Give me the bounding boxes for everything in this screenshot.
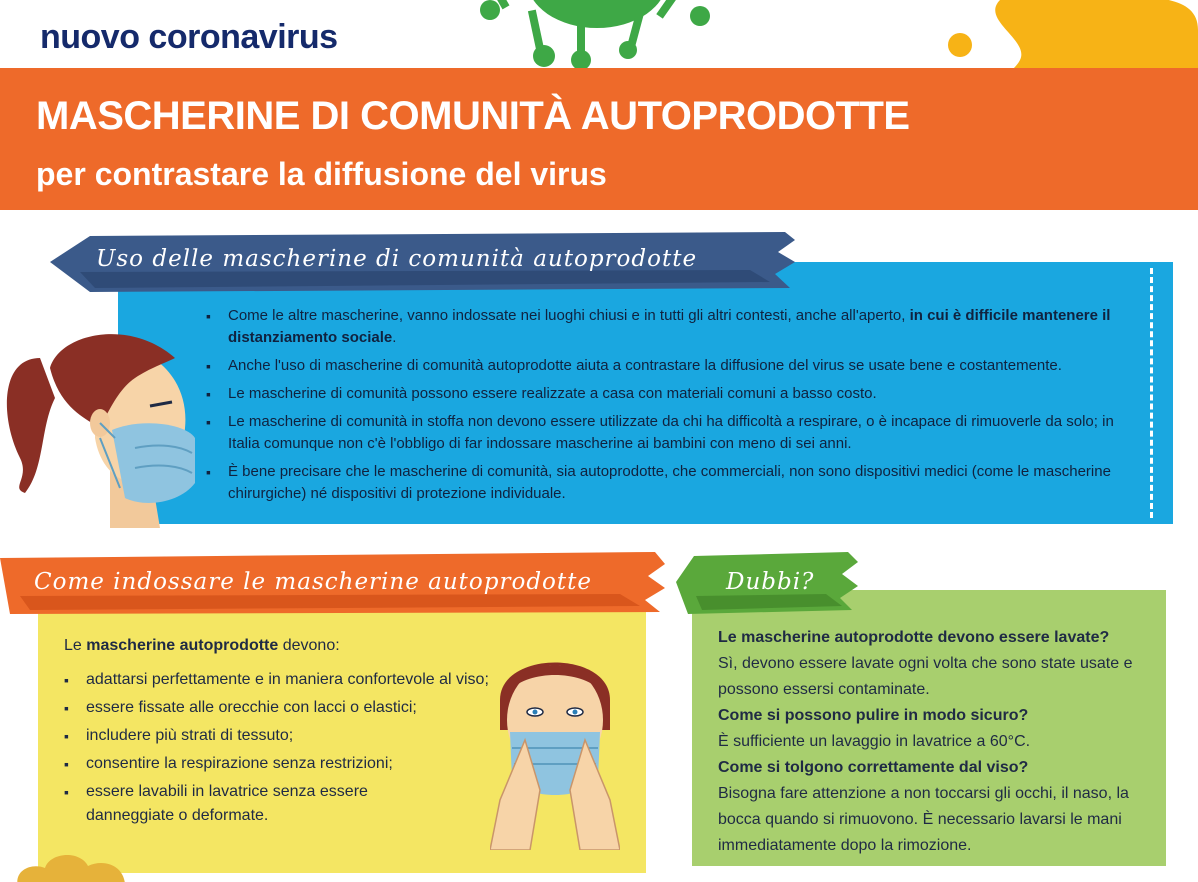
wear-list xyxy=(64,668,504,832)
woman-adjusting-mask-illustration xyxy=(490,640,620,850)
faq-question: Come si possono pulire in modo sicuro? xyxy=(718,707,1029,724)
faq-section-heading: Dubbi? xyxy=(726,569,815,595)
faq-list xyxy=(718,625,1158,859)
list-item: ▪ Come le altre mascherine, vanno indossate nei luoghi chiusi e in tutti gli altri contesti, anche all'aperto, in cui è difficile mantenere il distanziamento sociale. xyxy=(206,305,1136,349)
list-item: ▪ Anche l'uso di mascherine di comunità autoprodotte aiuta a contrastare la diffusione del virus se usate bene e costantemente. xyxy=(206,355,1136,377)
list-item: ▪ essere lavabili in lavatrice senza essere danneggiate o deformate. xyxy=(64,780,384,828)
wear-intro: Le mascherine autoprodotte devono: xyxy=(64,637,340,654)
dashed-divider xyxy=(1150,268,1154,518)
faq-answer: Sì, devono essere lavate ogni volta che sono state usate e possono essersi contaminate. xyxy=(718,655,1133,698)
list-item: ▪ Le mascherine di comunità in stoffa non devono essere utilizzate da chi ha difficoltà a respirare, o è incapace di rimuoverle da solo; in Italia comunque non c'è l'obbligo di far indossare mascherine ai bambini con meno di sei anni. xyxy=(206,411,1136,455)
use-list xyxy=(206,305,1136,511)
page-subtitle: per contrastare la diffusione del virus xyxy=(36,156,607,192)
list-item: ▪ È bene precisare che le mascherine di comunità, sia autoprodotte, che commerciali, non sono dispositivi medici (come le mascherine chirurgiche) né dispositivi di protezione individuale. xyxy=(206,461,1136,505)
faq-question: Come si tolgono correttamente dal viso? xyxy=(718,759,1029,776)
list-item: ▪ consentire la respirazione senza restrizioni; xyxy=(64,752,504,776)
faq-answer: Bisogna fare attenzione a non toccarsi gli occhi, il naso, la bocca quando si rimuovono. È necessario lavarsi le mani immediatamente dopo la rimozione. xyxy=(718,785,1129,854)
list-item: ▪ essere fissate alle orecchie con lacci o elastici; xyxy=(64,696,504,720)
woman-with-mask-illustration xyxy=(0,318,200,528)
list-item: ▪ Le mascherine di comunità possono essere realizzate a casa con materiali comuni a basso costo. xyxy=(206,383,1136,405)
faq-question: Le mascherine autoprodotte devono essere lavate? xyxy=(718,629,1110,646)
list-item: ▪ adattarsi perfettamente e in maniera confortevole al viso; xyxy=(64,668,504,692)
page-title: MASCHERINE DI COMUNITÀ AUTOPRODOTTE xyxy=(36,94,910,138)
faq-answer: È sufficiente un lavaggio in lavatrice a 60°C. xyxy=(718,733,1031,750)
wear-section-heading: Come indossare le mascherine autoprodotte xyxy=(34,569,592,595)
kicker-title: nuovo coronavirus xyxy=(40,18,338,56)
use-section-heading: Uso delle mascherine di comunità autoprodotte xyxy=(96,246,698,272)
cloud-icon xyxy=(10,852,140,882)
list-item: ▪ includere più strati di tessuto; xyxy=(64,724,504,748)
